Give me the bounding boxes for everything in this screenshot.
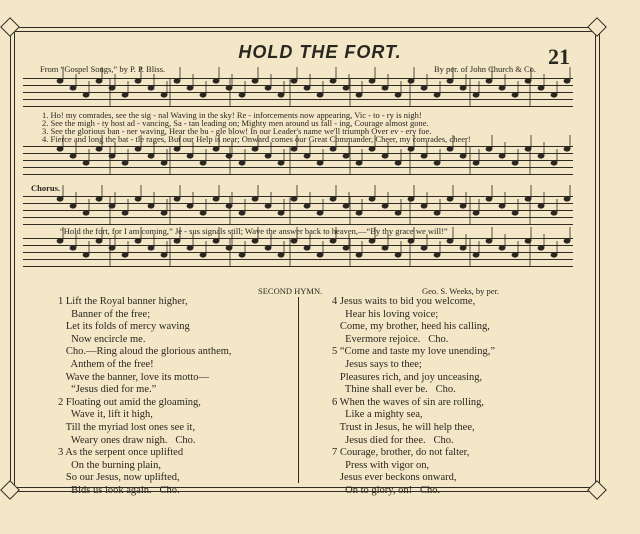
note <box>499 154 505 158</box>
note <box>395 93 401 97</box>
note <box>70 246 76 250</box>
hymn-line: “Jesus died for me.” <box>58 384 157 396</box>
note <box>564 197 570 201</box>
note <box>174 147 180 151</box>
hymn-line: Like a mighty sea, <box>332 409 423 421</box>
source-credit: From “Gospel Songs,” by P. P. Bliss. <box>40 64 166 74</box>
note <box>122 253 128 257</box>
note <box>278 161 284 165</box>
note <box>356 93 362 97</box>
note <box>434 161 440 165</box>
note <box>70 154 76 158</box>
note <box>239 93 245 97</box>
second-hymn-title: SECOND HYMN. <box>258 286 323 296</box>
note <box>538 246 544 250</box>
note <box>330 197 336 201</box>
note <box>239 253 245 257</box>
note <box>291 197 297 201</box>
note <box>538 86 544 90</box>
hymn-line: 3 As the serpent once uplifted <box>58 447 184 459</box>
note <box>83 161 89 165</box>
note <box>200 253 206 257</box>
note <box>239 161 245 165</box>
note <box>70 86 76 90</box>
note <box>369 147 375 151</box>
hymn-line: Hear his loving voice; <box>332 308 439 320</box>
hymn-line: Wave it, lift it high, <box>58 409 153 421</box>
note <box>96 239 102 243</box>
hymn-line: Wave the banner, love its motto— <box>58 371 210 383</box>
hymn-line: Evermore rejoice. Cho. <box>332 333 449 345</box>
page-number: 21 <box>548 44 570 69</box>
note <box>291 79 297 83</box>
note <box>343 86 349 90</box>
note <box>447 147 453 151</box>
second-hymn-author: Geo. S. Weeks, by per. <box>422 286 500 296</box>
note <box>512 161 518 165</box>
note <box>304 86 310 90</box>
verse-line-3: 3. See the glorious ban - ner waving, Hear the bu - gle blow! In our Leader's name we'll triumph Over ev - ery foe. <box>42 126 432 136</box>
note <box>174 197 180 201</box>
note <box>317 211 323 215</box>
note <box>83 93 89 97</box>
note <box>512 211 518 215</box>
note <box>200 161 206 165</box>
hymn-line: Till the myriad lost ones see it, <box>58 421 196 433</box>
note <box>434 253 440 257</box>
note <box>174 239 180 243</box>
hymn-title: HOLD THE FORT. <box>238 42 402 62</box>
note <box>57 79 63 83</box>
note <box>408 147 414 151</box>
note <box>148 204 154 208</box>
note <box>278 253 284 257</box>
note <box>226 204 232 208</box>
note <box>460 246 466 250</box>
note <box>421 204 427 208</box>
note <box>473 211 479 215</box>
note <box>96 147 102 151</box>
hymn-line: Let its folds of mercy waving <box>58 321 190 333</box>
note <box>304 246 310 250</box>
note <box>421 154 427 158</box>
note <box>265 204 271 208</box>
note <box>291 147 297 151</box>
note <box>408 79 414 83</box>
note <box>408 239 414 243</box>
hymn-line: Now encircle me. <box>58 333 146 345</box>
note <box>460 154 466 158</box>
hymn-line: 5 “Come and taste my love unending,” <box>332 346 496 358</box>
note <box>317 93 323 97</box>
note <box>434 211 440 215</box>
note <box>564 239 570 243</box>
note <box>382 86 388 90</box>
note <box>512 93 518 97</box>
note <box>213 239 219 243</box>
note <box>304 154 310 158</box>
hymn-line: Pleasures rich, and joy unceasing, <box>332 371 483 383</box>
note <box>187 154 193 158</box>
note <box>304 204 310 208</box>
note <box>382 154 388 158</box>
column-divider <box>298 297 299 483</box>
note <box>135 197 141 201</box>
hymn-line: 1 Lift the Royal banner higher, <box>58 296 188 307</box>
note <box>473 253 479 257</box>
note <box>265 154 271 158</box>
note <box>200 93 206 97</box>
hymn-line: 6 When the waves of sin are rolling, <box>332 396 485 408</box>
note <box>265 86 271 90</box>
note <box>434 93 440 97</box>
hymn-line: Press with vigor on, <box>332 459 430 471</box>
note <box>278 211 284 215</box>
note <box>252 147 258 151</box>
note <box>96 197 102 201</box>
note <box>395 161 401 165</box>
note <box>551 161 557 165</box>
note <box>343 204 349 208</box>
note <box>421 86 427 90</box>
hymn-line: Trust in Jesus, he will help thee, <box>332 421 475 433</box>
note <box>200 211 206 215</box>
note <box>122 161 128 165</box>
note <box>395 211 401 215</box>
note <box>213 79 219 83</box>
note <box>135 239 141 243</box>
note <box>369 239 375 243</box>
note <box>551 253 557 257</box>
note <box>252 239 258 243</box>
note <box>499 246 505 250</box>
note <box>148 86 154 90</box>
note <box>57 147 63 151</box>
hymn-line: 7 Courage, brother, do not falter, <box>332 447 470 459</box>
note <box>551 211 557 215</box>
hymn-line: On to glory, on! Cho. <box>332 484 441 496</box>
note <box>538 154 544 158</box>
note <box>174 79 180 83</box>
note <box>382 246 388 250</box>
note <box>486 197 492 201</box>
note <box>226 86 232 90</box>
hymn-line: Come, my brother, heed his calling, <box>332 321 490 333</box>
note <box>564 79 570 83</box>
permission-credit: By per. of John Church & Co. <box>434 64 536 74</box>
note <box>291 239 297 243</box>
hymn-line: Banner of the free; <box>58 308 151 320</box>
right-column <box>332 296 495 498</box>
note <box>486 79 492 83</box>
note <box>356 253 362 257</box>
note <box>564 147 570 151</box>
note <box>447 79 453 83</box>
note <box>135 79 141 83</box>
note <box>96 79 102 83</box>
note <box>226 154 232 158</box>
note <box>161 211 167 215</box>
hymn-line: Cho.—Ring aloud the glorious anthem, <box>58 346 232 358</box>
note <box>447 197 453 201</box>
note <box>187 204 193 208</box>
hymn-line: Thine shall ever be. Cho. <box>332 384 456 396</box>
verse-line-4: 4. Fierce and long the bat - tle rages, But our Help is near; Onward comes our Great Commander, Cheer, my comrades, cheer! <box>42 134 471 144</box>
note <box>122 211 128 215</box>
note <box>187 246 193 250</box>
note <box>473 161 479 165</box>
note <box>499 204 505 208</box>
note <box>447 239 453 243</box>
note <box>70 204 76 208</box>
note <box>83 253 89 257</box>
hymn-line: So our Jesus, now uplifted, <box>58 472 180 484</box>
verse-line-2: 2. See the migh - ty host ad - vancing, Sa - tan leading on; Mighty men around us fall - ing, Courage almost gone. <box>42 118 429 128</box>
note <box>252 197 258 201</box>
note <box>538 204 544 208</box>
note <box>330 239 336 243</box>
note <box>265 246 271 250</box>
note <box>408 197 414 201</box>
note <box>369 197 375 201</box>
note <box>161 161 167 165</box>
note <box>343 246 349 250</box>
note <box>252 79 258 83</box>
note <box>382 204 388 208</box>
hymn-line: Anthem of the free! <box>58 358 154 370</box>
note <box>330 79 336 83</box>
hymn-line: Jesus ever beckons onward, <box>332 472 457 484</box>
note <box>278 93 284 97</box>
note <box>395 253 401 257</box>
note <box>551 93 557 97</box>
note <box>57 239 63 243</box>
note <box>343 154 349 158</box>
note <box>148 246 154 250</box>
note <box>317 253 323 257</box>
note <box>512 253 518 257</box>
hymn-line: Jesus says to thee; <box>332 358 422 370</box>
note <box>57 197 63 201</box>
note <box>421 246 427 250</box>
note <box>369 79 375 83</box>
note <box>148 154 154 158</box>
note <box>317 161 323 165</box>
chorus-label: Chorus. <box>31 183 61 193</box>
note <box>460 204 466 208</box>
note <box>239 211 245 215</box>
hymn-line: 2 Floating out amid the gloaming, <box>58 396 201 408</box>
hymn-line: 4 Jesus waits to bid you welcome, <box>332 296 476 307</box>
left-column <box>58 296 232 498</box>
note <box>135 147 141 151</box>
note <box>499 86 505 90</box>
note <box>473 93 479 97</box>
note <box>161 253 167 257</box>
note <box>226 246 232 250</box>
note <box>460 86 466 90</box>
note <box>187 86 193 90</box>
hymn-line: On the burning plain, <box>58 459 161 471</box>
note <box>161 93 167 97</box>
note <box>213 197 219 201</box>
note <box>122 93 128 97</box>
hymn-line: Weary ones draw nigh. Cho. <box>58 434 196 446</box>
hymn-line: Jesus died for thee. Cho. <box>332 434 454 446</box>
verse-line-1: 1. Ho! my comrades, see the sig - nal Waving in the sky! Re - inforcements now appearing, Vic - to - ry is nigh! <box>42 110 422 120</box>
note <box>356 161 362 165</box>
hymn-line: Bids us look again. Cho. <box>58 484 180 496</box>
note <box>83 211 89 215</box>
note <box>486 147 492 151</box>
note <box>486 239 492 243</box>
chorus-text: “Hold the fort, for I am coming,” Je - sus signals still; Wave the answer back to heaven,—“By thy grace we will!” <box>60 226 448 236</box>
note <box>356 211 362 215</box>
note <box>330 147 336 151</box>
note <box>213 147 219 151</box>
